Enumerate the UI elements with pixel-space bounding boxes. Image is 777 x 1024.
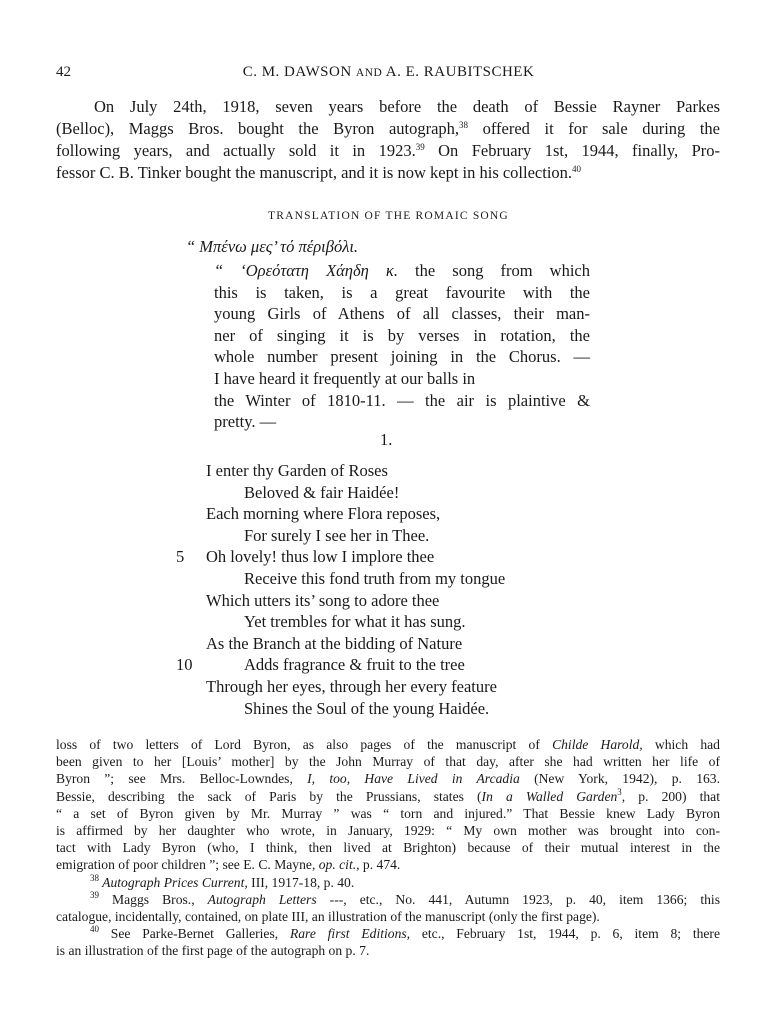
italic-title: In a Walled Garden: [481, 788, 618, 804]
footnote-ref-38: 38: [459, 120, 469, 130]
footnote-40: [56, 925, 720, 942]
byron-note: [214, 260, 590, 433]
verse-line: Yet trembles for what it has sung.: [244, 612, 466, 632]
text-run: See Parke-Bernet Galleries,: [99, 926, 290, 942]
note-line: whole number present joining in the Chorus. —: [214, 347, 590, 367]
paragraph-line: [56, 118, 720, 140]
verse-line: [164, 654, 505, 676]
paragraph-line: [56, 140, 720, 162]
text-run: (New York, 1942), p. 163.: [519, 771, 720, 787]
note-line: ner of singing it is by verses in rotation, the: [214, 325, 590, 345]
author-conjunction: AND: [355, 67, 383, 79]
verse-line: Through her eyes, through her every feature: [206, 676, 497, 696]
text-run: the song from which: [397, 261, 590, 280]
footnote-number: 40: [90, 924, 99, 935]
text-run: following years, and actually sold it in 1923.: [56, 141, 416, 160]
text-run: etc., February 1st, 1944, p. 6, item 8; there: [410, 926, 720, 942]
footnote-line: [56, 788, 720, 805]
footnote-38: [56, 874, 720, 891]
footnote-ref-40: 40: [572, 164, 582, 174]
verse-line: Receive this fond truth from my tongue: [244, 568, 506, 588]
footnote-line: is an illustration of the first page of the autograph on p. 7.: [56, 943, 370, 959]
verse-line: I enter thy Garden of Roses: [206, 461, 388, 480]
footnote-line: [56, 736, 720, 753]
running-head: [0, 64, 777, 84]
author-raubitschek: A. E. RAUBITSCHEK: [385, 64, 535, 80]
note-line: [214, 260, 590, 282]
text-run: Bessie, describing the sack of Paris by the Prussians, states (: [56, 788, 482, 804]
section-heading: TRANSLATION OF THE ROMAIC SONG: [268, 210, 509, 222]
stanza-number: 1.: [380, 430, 393, 449]
paragraph-line: [56, 162, 720, 184]
note-line: young Girls of Athens of all classes, their man-: [214, 304, 590, 324]
italic-title: Autograph Letters: [207, 891, 317, 907]
verse-line: As the Branch at the bidding of Nature: [206, 633, 463, 653]
italic-title: Childe Harold,: [552, 737, 643, 752]
verse-line: Each morning where Flora reposes,: [206, 504, 441, 524]
text-run: (Belloc), Maggs Bros. bought the Byron autograph,: [56, 119, 460, 138]
greek-lead: “ ‘Ορεότατη Χάηδη κ.: [214, 261, 398, 280]
text-run: Maggs Bros.,: [99, 891, 208, 907]
verse-line: Beloved & fair Haidée!: [244, 482, 400, 502]
footnotes: [56, 736, 720, 960]
verse-line: For surely I see her in Thee.: [244, 525, 430, 545]
author-dawson: C. M. DAWSON: [242, 64, 352, 80]
footnote-ref-39: 39: [415, 142, 425, 152]
line-number: 10: [176, 655, 193, 675]
text-run: fessor C. B. Tinker bought the manuscript, and it is now kept in his collection.: [56, 163, 573, 182]
note-line: this is taken, is a great favourite with the: [214, 282, 590, 302]
text-run: emigration of poor children ”; see E. C. Mayne,: [56, 857, 319, 873]
line-number: 5: [176, 547, 185, 567]
text-run: On July 24th, 1918, seven years before the death of Bessie Rayner Parkes: [94, 97, 720, 116]
text-run: ---, etc., No. 441, Autumn 1923, p. 40, item 1366; this: [316, 891, 720, 907]
verse-line: [164, 546, 505, 568]
footnote-line: “ a set of Byron given by Mr. Murray ” was “ torn and injured.” That Bessie knew Lady Byron: [56, 805, 720, 821]
running-title: [0, 64, 777, 81]
edition-superscript: 3: [617, 786, 622, 797]
verse-line: Which utters its’ song to adore thee: [206, 590, 440, 610]
text-run: Adds fragrance & fruit to the tree: [244, 655, 465, 675]
text-run: Byron ”; see Mrs. Belloc-Lowndes,: [56, 771, 308, 787]
text-run: III, 1917-18, p. 40.: [247, 874, 355, 890]
text-run: On February 1st, 1944, finally, Pro-: [424, 141, 721, 160]
poem-stanza: [164, 460, 505, 719]
text-run: Oh lovely! thus low I implore thee: [206, 547, 435, 567]
italic-title: Rare first Editions,: [289, 926, 411, 942]
footnote-line: [56, 770, 720, 787]
footnote-line: catalogue, incidentally, contained, on plate III, an illustration of the manuscript (only the first page).: [56, 909, 600, 925]
italic-title: I, too, Have Lived in Arcadia: [307, 771, 520, 787]
footnote-number: 39: [90, 889, 99, 900]
footnote-line: been given to her [Louis’ mother] by the John Murray of that day, after she had written her life of: [56, 754, 720, 770]
text-run: p. 474.: [359, 857, 401, 873]
text-run: , p. 200) that: [621, 788, 720, 804]
footnote-number: 38: [90, 872, 99, 883]
text-run: loss of two letters of Lord Byron, as also pages of the manuscript of: [56, 737, 553, 752]
italic-title: Autograph Prices Current,: [99, 874, 248, 890]
text-run: offered it for sale during the: [468, 119, 720, 138]
footnote-39: [56, 891, 720, 908]
page-number: 42: [56, 64, 71, 80]
note-line: pretty. —: [214, 412, 277, 432]
verse-line: Shines the Soul of the young Haidée.: [244, 698, 490, 718]
note-line: the Winter of 1810-11. — the air is plaintive &: [214, 390, 590, 410]
body-paragraph: [56, 96, 720, 184]
italic-title: op. cit.,: [318, 857, 360, 873]
note-line: I have heard it frequently at our balls in: [214, 368, 476, 388]
footnote-line: tact with Lady Byron (who, I think, then lived at Brighton) because of their mutual interest in the: [56, 840, 720, 856]
footnote-line: [56, 856, 720, 873]
text-run: which had: [642, 737, 720, 752]
paragraph-line: [56, 96, 720, 118]
greek-song-title: “ Μπένω μες’ τό πέριβόλι.: [186, 237, 359, 256]
footnote-line: is affirmed by her daughter who wrote, in January, 1929: “ My own mother was brought into con-: [56, 823, 720, 839]
